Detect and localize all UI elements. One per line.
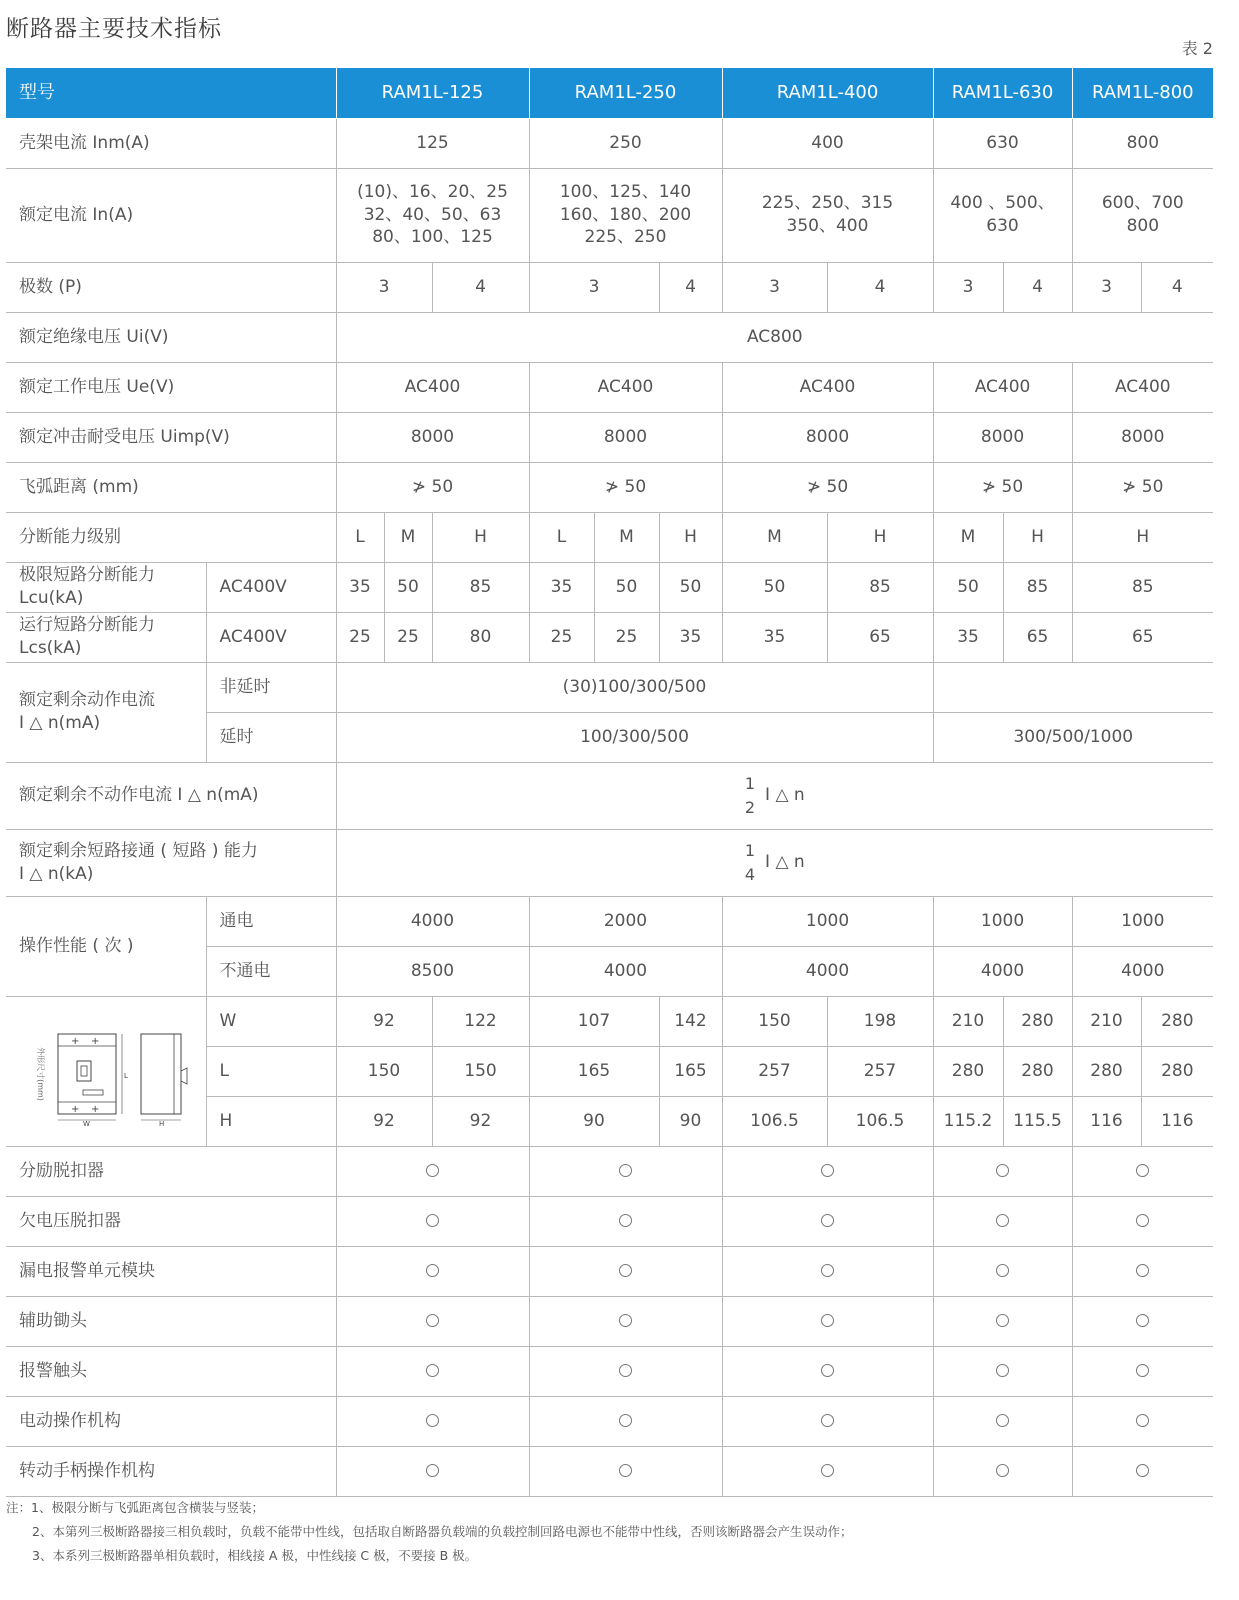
table-cell: 80: [432, 612, 529, 662]
table-cell: H: [827, 512, 933, 562]
label-line: 额定剩余动作电流: [19, 690, 155, 711]
svg-text:+: +: [90, 1104, 100, 1115]
row-label: 壳架电流 Inm(A): [6, 118, 336, 168]
table-cell: 85: [432, 562, 529, 612]
row-label: [6, 562, 206, 612]
table-cell: M: [722, 512, 827, 562]
available-icon: [1136, 1364, 1149, 1377]
table-cell: 630: [933, 118, 1072, 168]
row-label: 转动手柄操作机构: [6, 1446, 336, 1496]
svg-text:H: H: [158, 1120, 165, 1126]
cell-line: 32、40、50、63: [363, 204, 502, 225]
available-icon: [996, 1414, 1009, 1427]
row-label: 漏电报警单元模块: [6, 1246, 336, 1296]
table-cell: 2000: [529, 896, 722, 946]
table-row: [6, 462, 1213, 512]
table-cell: [933, 168, 1072, 262]
table-cell: 300/500/1000: [933, 712, 1213, 762]
available-icon: [619, 1314, 632, 1327]
label-line: 极限短路分断能力: [19, 565, 155, 586]
table-cell: 3: [1072, 262, 1141, 312]
table-cell: [336, 1446, 529, 1496]
table-cell: [933, 1446, 1072, 1496]
available-icon: [426, 1364, 439, 1377]
table-cell: 65: [1003, 612, 1072, 662]
table-row: [6, 1396, 1213, 1446]
table-cell: 50: [594, 562, 659, 612]
model-label: 型号: [6, 68, 336, 118]
label-line: Lcu(kA): [19, 588, 84, 608]
table-cell: [336, 1246, 529, 1296]
table-cell: [933, 1396, 1072, 1446]
table-cell: 1000: [722, 896, 933, 946]
table-cell: 3: [336, 262, 432, 312]
table-cell: AC400: [529, 362, 722, 412]
table-cell: 165: [529, 1046, 659, 1096]
available-icon: [996, 1464, 1009, 1477]
table-cell: 210: [1072, 996, 1141, 1046]
fraction-value: [745, 839, 805, 887]
model-630: RAM1L-630: [933, 68, 1072, 118]
table-cell: 116: [1072, 1096, 1141, 1146]
table-cell: 100/300/500: [336, 712, 933, 762]
table-row: [6, 662, 1213, 712]
table-cell: M: [933, 512, 1003, 562]
cell-line: 225、250、315: [761, 193, 894, 214]
table-cell: 165: [659, 1046, 722, 1096]
label-line: 运行短路分断能力: [19, 615, 155, 636]
available-icon: [996, 1214, 1009, 1227]
row-label: [6, 662, 206, 762]
available-icon: [821, 1214, 834, 1227]
table-cell: AC400: [336, 362, 529, 412]
table-cell: [529, 1396, 722, 1446]
table-cell: [529, 1246, 722, 1296]
row-label: 分断能力级别: [6, 512, 336, 562]
table-cell: 50: [722, 562, 827, 612]
table-cell: H: [1072, 512, 1213, 562]
model-400: RAM1L-400: [722, 68, 933, 118]
table-cell: [1072, 1446, 1213, 1496]
page-title: 断路器主要技术指标: [6, 16, 222, 42]
breaker-outline-diagram: [16, 1016, 196, 1126]
table-cell: 4000: [933, 946, 1072, 996]
model-250: RAM1L-250: [529, 68, 722, 118]
table-cell: 35: [336, 562, 384, 612]
table-cell: [336, 762, 1213, 829]
table-cell: 3: [722, 262, 827, 312]
fraction-suffix: I △ n: [765, 852, 805, 873]
table-cell: 150: [722, 996, 827, 1046]
table-cell: 92: [432, 1096, 529, 1146]
available-icon: [821, 1164, 834, 1177]
label-line: 额定剩余短路接通 ( 短路 ) 能力: [19, 840, 258, 861]
table-cell: 107: [529, 996, 659, 1046]
row-label: 额定绝缘电压 Ui(V): [6, 312, 336, 362]
table-cell: [1072, 1346, 1213, 1396]
row-label: 操作性能 ( 次 ): [6, 896, 206, 996]
available-icon: [996, 1264, 1009, 1277]
available-icon: [996, 1314, 1009, 1327]
table-cell: [722, 1196, 933, 1246]
available-icon: [426, 1264, 439, 1277]
footnote: 注：1、极限分断与飞弧距离包含横装与竖装；: [6, 1500, 264, 1515]
table-cell: 800: [1072, 118, 1213, 168]
label-line: I △ n(mA): [19, 713, 101, 733]
table-cell: AC400: [933, 362, 1072, 412]
table-cell: ≯ 50: [933, 462, 1072, 512]
diagram-caption: 外形尺寸(mm): [35, 1047, 45, 1101]
cell-line: 160、180、200: [559, 204, 692, 225]
table-cell: 35: [529, 562, 594, 612]
table-cell: [529, 1346, 722, 1396]
svg-text:+: +: [70, 1036, 80, 1047]
available-icon: [426, 1414, 439, 1427]
table-cell: 35: [659, 612, 722, 662]
table-cell: 8000: [336, 412, 529, 462]
table-cell: L: [529, 512, 594, 562]
table-row: [6, 829, 1213, 896]
cell-line: 400 、500、630: [950, 193, 1055, 236]
table-cell: 3: [529, 262, 659, 312]
table-row: [6, 762, 1213, 829]
table-row: [6, 362, 1213, 412]
table-row: [6, 1196, 1213, 1246]
row-label: [6, 829, 336, 896]
available-icon: [426, 1214, 439, 1227]
table-cell: [1072, 1196, 1213, 1246]
available-icon: [619, 1364, 632, 1377]
available-icon: [426, 1314, 439, 1327]
table-cell: 8000: [933, 412, 1072, 462]
cell-line: 600、700: [1101, 193, 1184, 214]
table-cell: [336, 1346, 529, 1396]
table-cell: 4000: [1072, 946, 1213, 996]
table-cell: 3: [933, 262, 1003, 312]
table-cell: AC800: [336, 312, 1213, 362]
svg-text:+: +: [70, 1104, 80, 1115]
table-cell: 4000: [529, 946, 722, 996]
table-row: [6, 512, 1213, 562]
row-sublabel: L: [206, 1046, 336, 1096]
table-row: [6, 118, 1213, 168]
available-icon: [821, 1264, 834, 1277]
header-row: [6, 68, 1213, 118]
table-cell: M: [384, 512, 432, 562]
table-row: [6, 562, 1213, 612]
table-cell: [336, 1196, 529, 1246]
table-cell: [933, 1196, 1072, 1246]
table-cell: [1072, 1396, 1213, 1446]
table-cell: ≯ 50: [1072, 462, 1213, 512]
table-row: [6, 612, 1213, 662]
row-sublabel: 通电: [206, 896, 336, 946]
svg-text:W: W: [82, 1120, 90, 1126]
table-cell: 4: [1141, 262, 1213, 312]
footnotes: [6, 1496, 852, 1568]
available-icon: [1136, 1314, 1149, 1327]
denominator: 2: [744, 797, 756, 817]
table-cell: 250: [529, 118, 722, 168]
table-cell: H: [659, 512, 722, 562]
table-cell: 8000: [722, 412, 933, 462]
table-cell: 92: [336, 996, 432, 1046]
table-cell: [722, 1296, 933, 1346]
available-icon: [1136, 1164, 1149, 1177]
table-cell: [722, 1346, 933, 1396]
table-cell: 85: [827, 562, 933, 612]
table-cell: L: [336, 512, 384, 562]
table-cell: 8000: [529, 412, 722, 462]
table-cell: 4: [659, 262, 722, 312]
table-cell: [1072, 1146, 1213, 1196]
table-cell: 115.5: [1003, 1096, 1072, 1146]
cell-line: 350、400: [786, 216, 869, 236]
row-sublabel: 不通电: [206, 946, 336, 996]
available-icon: [619, 1464, 632, 1477]
row-sublabel: H: [206, 1096, 336, 1146]
table-row: [6, 1296, 1213, 1346]
table-row: [6, 1446, 1213, 1496]
cell-line: 80、100、125: [372, 227, 493, 248]
table-cell: 280: [1072, 1046, 1141, 1096]
footnote: 2、本第列三极断路器接三相负载时，负载不能带中性线，包括取自断路器负载端的负载控制回路电源也不能带中性线，否则该断路器会产生误动作；: [32, 1524, 853, 1539]
row-sublabel: AC400V: [206, 562, 336, 612]
table-cell: [336, 168, 529, 262]
label-line: I △ n(kA): [19, 863, 94, 884]
available-icon: [619, 1264, 632, 1277]
table-cell: [529, 1446, 722, 1496]
model-125: RAM1L-125: [336, 68, 529, 118]
table-row: [6, 1246, 1213, 1296]
table-cell: 280: [1141, 1046, 1213, 1096]
fraction-value: [745, 772, 805, 820]
row-label: 额定剩余不动作电流 I △ n(mA): [6, 762, 336, 829]
table-cell: [336, 1146, 529, 1196]
table-cell: 106.5: [722, 1096, 827, 1146]
table-cell: [529, 168, 722, 262]
table-row: [6, 896, 1213, 946]
available-icon: [426, 1464, 439, 1477]
table-cell: 35: [933, 612, 1003, 662]
table-cell: [722, 1146, 933, 1196]
table-cell: 50: [659, 562, 722, 612]
table-cell: [933, 1246, 1072, 1296]
table-cell: 122: [432, 996, 529, 1046]
table-cell: 25: [594, 612, 659, 662]
table-cell: [1072, 168, 1213, 262]
table-cell: 85: [1003, 562, 1072, 612]
table-cell: 400: [722, 118, 933, 168]
table-cell: H: [1003, 512, 1072, 562]
cell-line: (10)、16、20、25: [357, 181, 508, 202]
available-icon: [996, 1364, 1009, 1377]
table-cell: 1000: [1072, 896, 1213, 946]
table-cell: [722, 1446, 933, 1496]
row-sublabel: W: [206, 996, 336, 1046]
table-cell: 8000: [1072, 412, 1213, 462]
row-sublabel: 延时: [206, 712, 336, 762]
table-cell: 35: [722, 612, 827, 662]
table-row: [6, 168, 1213, 262]
available-icon: [996, 1164, 1009, 1177]
table-cell: 65: [827, 612, 933, 662]
available-icon: [821, 1414, 834, 1427]
available-icon: [821, 1364, 834, 1377]
model-800: RAM1L-800: [1072, 68, 1213, 118]
table-cell: (30)100/300/500: [336, 662, 933, 712]
label-line: Lcs(kA): [19, 638, 82, 658]
table-row: [6, 262, 1213, 312]
row-label: 额定冲击耐受电压 Uimp(V): [6, 412, 336, 462]
row-label: 极数 (P): [6, 262, 336, 312]
row-label: 报警触头: [6, 1346, 336, 1396]
available-icon: [1136, 1464, 1149, 1477]
table-cell: 280: [1003, 1046, 1072, 1096]
table-cell: [933, 1346, 1072, 1396]
table-cell: [529, 1296, 722, 1346]
row-sublabel: 非延时: [206, 662, 336, 712]
table-cell: 85: [1072, 562, 1213, 612]
row-sublabel: AC400V: [206, 612, 336, 662]
numerator: 1: [744, 840, 756, 860]
table-cell: 4: [432, 262, 529, 312]
table-cell: 8500: [336, 946, 529, 996]
table-cell: [1072, 1296, 1213, 1346]
table-cell: 4: [827, 262, 933, 312]
cell-line: 800: [1126, 216, 1160, 236]
table-row: [6, 996, 1213, 1046]
table-cell: 280: [1003, 996, 1072, 1046]
cell-line: 100、125、140: [559, 181, 692, 202]
table-number: 表 2: [1181, 39, 1213, 58]
table-cell: [933, 1296, 1072, 1346]
table-cell: AC400: [1072, 362, 1213, 412]
table-cell: ≯ 50: [722, 462, 933, 512]
available-icon: [619, 1164, 632, 1177]
table-cell: 90: [529, 1096, 659, 1146]
available-icon: [426, 1164, 439, 1177]
row-label: 分励脱扣器: [6, 1146, 336, 1196]
svg-text:+: +: [90, 1036, 100, 1047]
dimension-diagram-cell: [6, 996, 206, 1146]
table-cell: 150: [432, 1046, 529, 1096]
table-cell: AC400: [722, 362, 933, 412]
available-icon: [1136, 1214, 1149, 1227]
table-cell: 4000: [722, 946, 933, 996]
available-icon: [1136, 1414, 1149, 1427]
table-row: [6, 312, 1213, 362]
table-cell: 198: [827, 996, 933, 1046]
table-cell: 116: [1141, 1096, 1213, 1146]
table-cell: 90: [659, 1096, 722, 1146]
fraction: [745, 839, 755, 887]
table-cell: 92: [336, 1096, 432, 1146]
table-cell: 25: [529, 612, 594, 662]
table-cell: 106.5: [827, 1096, 933, 1146]
row-label: 电动操作机构: [6, 1396, 336, 1446]
table-cell: 115.2: [933, 1096, 1003, 1146]
table-cell: 50: [933, 562, 1003, 612]
svg-text:L: L: [123, 1072, 128, 1080]
cell-line: 225、250: [584, 227, 667, 248]
table-cell: 150: [336, 1046, 432, 1096]
table-row: [6, 412, 1213, 462]
table-cell: [933, 662, 1213, 712]
footnote: 3、本系列三极断路器单相负载时，相线接 A 极，中性线接 C 极，不要接 B 极。: [32, 1548, 478, 1563]
table-cell: 280: [1141, 996, 1213, 1046]
table-cell: [336, 829, 1213, 896]
table-cell: ≯ 50: [336, 462, 529, 512]
table-cell: [529, 1196, 722, 1246]
numerator: 1: [744, 773, 756, 793]
available-icon: [619, 1414, 632, 1427]
table-cell: [336, 1296, 529, 1346]
table-cell: [933, 1146, 1072, 1196]
table-cell: [722, 168, 933, 262]
spec-table: [6, 68, 1213, 1497]
table-cell: 4000: [336, 896, 529, 946]
available-icon: [821, 1314, 834, 1327]
row-label: 额定电流 In(A): [6, 168, 336, 262]
table-row: [6, 1346, 1213, 1396]
table-cell: 257: [827, 1046, 933, 1096]
table-cell: 1000: [933, 896, 1072, 946]
table-cell: M: [594, 512, 659, 562]
table-cell: 50: [384, 562, 432, 612]
fraction: [745, 772, 755, 820]
table-cell: 4: [1003, 262, 1072, 312]
denominator: 4: [744, 864, 756, 884]
table-cell: 257: [722, 1046, 827, 1096]
available-icon: [1136, 1264, 1149, 1277]
table-cell: [529, 1146, 722, 1196]
table-cell: [336, 1396, 529, 1446]
table-cell: 280: [933, 1046, 1003, 1096]
table-row: [6, 1146, 1213, 1196]
table-cell: 210: [933, 996, 1003, 1046]
table-cell: ≯ 50: [529, 462, 722, 512]
table-cell: [722, 1246, 933, 1296]
row-label: [6, 612, 206, 662]
table-cell: [722, 1396, 933, 1446]
table-cell: 65: [1072, 612, 1213, 662]
row-label: 额定工作电压 Ue(V): [6, 362, 336, 412]
row-label: 飞弧距离 (mm): [6, 462, 336, 512]
available-icon: [619, 1214, 632, 1227]
table-cell: [1072, 1246, 1213, 1296]
row-label: 欠电压脱扣器: [6, 1196, 336, 1246]
table-cell: 125: [336, 118, 529, 168]
available-icon: [821, 1464, 834, 1477]
table-cell: 25: [384, 612, 432, 662]
table-cell: H: [432, 512, 529, 562]
table-cell: 142: [659, 996, 722, 1046]
fraction-suffix: I △ n: [765, 785, 805, 806]
table-cell: 25: [336, 612, 384, 662]
row-label: 辅助锄头: [6, 1296, 336, 1346]
